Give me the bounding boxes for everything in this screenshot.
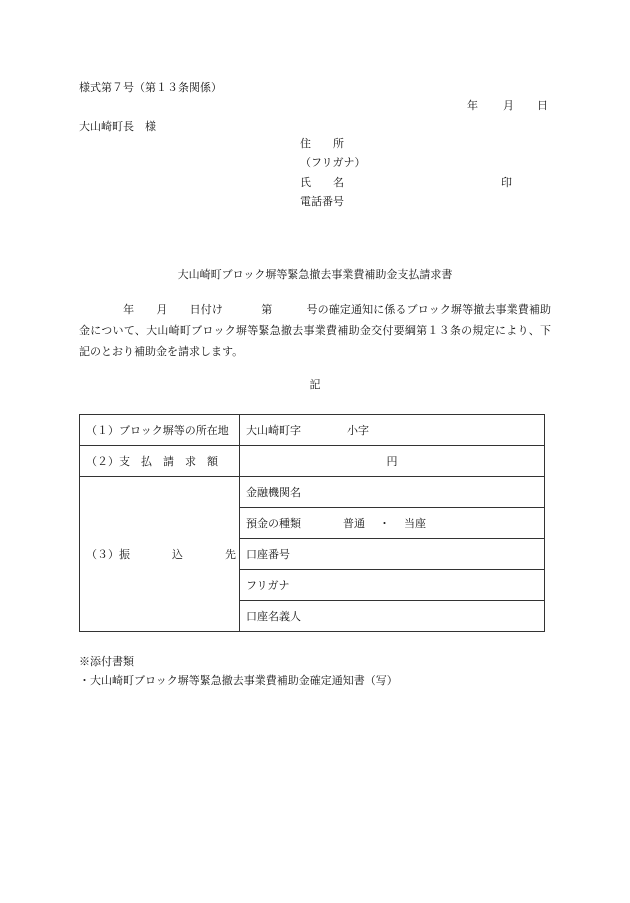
account-holder-label: 口座名義人 [240,601,545,632]
date-day-label: 日 [537,99,548,112]
address-label: 住 所 [300,137,344,150]
location-koaza: 小字 [347,424,369,437]
body-dai: 第 [261,303,273,316]
account-number-label: 口座番号 [240,539,545,570]
deposit-type-cell [240,508,545,539]
furigana-label: （フリガナ） [300,156,366,169]
deposit-option-separator: ・ [379,517,390,530]
phone-label: 電話番号 [300,195,344,208]
body-text: 号の確定通知に係るブロック塀等撤去事業費補助金について、大山崎町ブロック塀等緊急撤去事業費補助金交付要綱第１３条の規定により、下記のとおり補助金を請求します。 [79,303,552,358]
form-number: 様式第７号（第１３条関係） [79,81,222,94]
name-label: 氏 名 [300,176,344,189]
amount-value: 円 [240,446,545,477]
location-town: 大山崎町字 [246,424,301,437]
date-month-label: 月 [503,99,514,112]
body-paragraph [79,299,551,362]
deposit-option-ordinary: 普通 [343,517,365,530]
location-label: （１）ブロック塀等の所在地 [80,415,240,446]
table-row [80,446,545,477]
attachment-item: ・大山崎町ブロック塀等緊急撤去事業費補助金確定通知書（写） [79,674,398,687]
attachments-heading: ※添付書類 [79,655,134,668]
deposit-type-label: 預金の種類 [246,517,301,530]
transfer-label: （３）振 込 先 [80,477,240,632]
deposit-option-current: 当座 [404,517,426,530]
request-table [79,414,545,632]
location-value [240,415,545,446]
body-day-ref: 日付け [189,303,224,316]
account-furigana-label: フリガナ [240,570,545,601]
body-year: 年 [123,303,135,316]
table-row [80,477,545,508]
date-year-label: 年 [467,99,478,112]
bank-name-label: 金融機関名 [240,477,545,508]
seal-mark: 印 [501,176,512,189]
amount-label: （２）支 払 請 求 額 [80,446,240,477]
body-month: 月 [156,303,168,316]
addressee: 大山崎町長 様 [79,120,156,133]
ki-heading: 記 [309,378,321,391]
table-row [80,415,545,446]
document-title: 大山崎町ブロック塀等緊急撤去事業費補助金支払請求書 [177,268,453,281]
